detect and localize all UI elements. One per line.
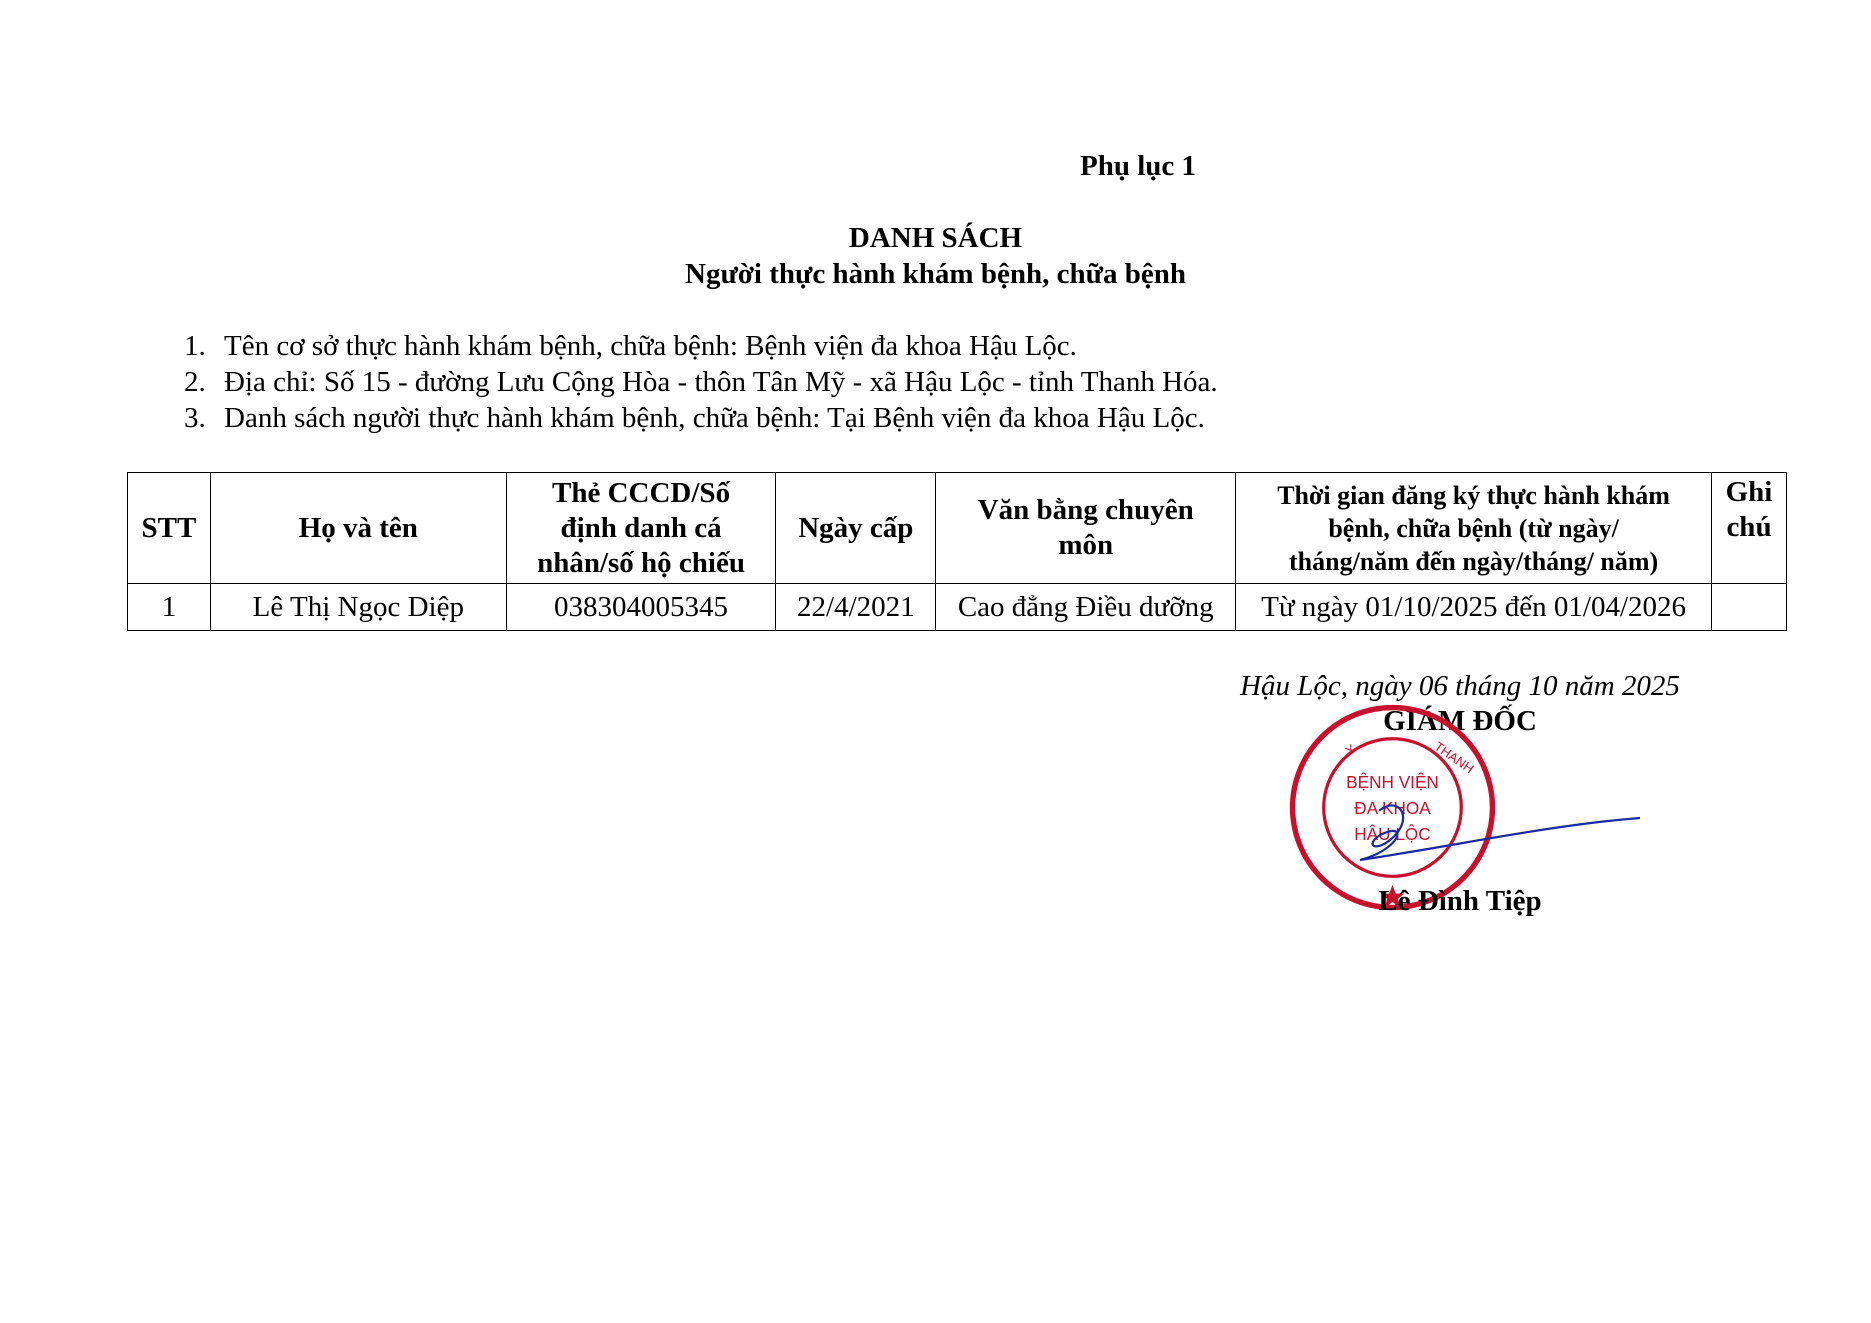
- header-id: [506, 473, 776, 584]
- table-row: [128, 584, 1787, 631]
- stamp-line: BỆNH VIỆN: [1346, 772, 1439, 793]
- stamp-line: ĐA KHOA: [1354, 797, 1431, 818]
- header-note-line: chú: [1726, 511, 1772, 543]
- header-degree-line: môn: [1058, 529, 1114, 561]
- document-subtitle: Người thực hành khám bệnh, chữa bệnh: [685, 258, 1186, 290]
- director-title: GIÁM ĐỐC: [1383, 705, 1537, 737]
- cell-id: 038304005345: [506, 584, 776, 631]
- header-note-line: Ghi: [1725, 476, 1773, 508]
- signer-name: Lê Đình Tiệp: [1378, 885, 1542, 917]
- header-id-line: định danh cá: [560, 511, 722, 544]
- cell-degree: Cao đẳng Điều dưỡng: [936, 584, 1236, 631]
- info-item-facility: [184, 330, 1077, 363]
- handwritten-signature: [1320, 790, 1640, 870]
- header-id-line: Thẻ CCCD/Số: [552, 476, 731, 509]
- header-period-line: Thời gian đăng ký thực hành khám: [1277, 480, 1670, 510]
- header-issue-date: Ngày cấp: [776, 473, 936, 584]
- info-text: Danh sách người thực hành khám bệnh, chữa bệnh: Tại Bệnh viện đa khoa Hậu Lộc.: [224, 402, 1205, 434]
- table-header-row: [128, 473, 1787, 584]
- signature-date: Hậu Lộc, ngày 06 tháng 10 năm 2025: [1240, 670, 1680, 702]
- header-period-line: tháng/năm đến ngày/tháng/ năm): [1289, 546, 1659, 576]
- info-text: Tên cơ sở thực hành khám bệnh, chữa bệnh: Bệnh viện đa khoa Hậu Lộc.: [224, 330, 1077, 362]
- cell-period: Từ ngày 01/10/2025 đến 01/04/2026: [1236, 584, 1712, 631]
- header-name: Họ và tên: [210, 473, 506, 584]
- stamp-ring-text: Y: [1342, 741, 1359, 759]
- cell-stt: 1: [128, 584, 211, 631]
- header-note: [1712, 473, 1787, 584]
- info-number: 2.: [184, 366, 206, 398]
- cell-issue-date: 22/4/2021: [776, 584, 936, 631]
- appendix-label: Phụ lục 1: [1080, 150, 1197, 182]
- stamp-line: HẬU LỘC: [1354, 823, 1431, 844]
- signature-stroke: [1360, 805, 1640, 860]
- header-id-line: nhân/số hộ chiếu: [537, 546, 745, 579]
- header-stt: STT: [128, 473, 211, 584]
- header-period: [1236, 473, 1712, 584]
- document-title: DANH SÁCH: [848, 222, 1023, 254]
- header-period-line: bệnh, chữa bệnh (từ ngày/: [1328, 513, 1619, 543]
- info-text: Địa chỉ: Số 15 - đường Lưu Cộng Hòa - thôn Tân Mỹ - xã Hậu Lộc - tỉnh Thanh Hóa.: [224, 366, 1218, 398]
- info-number: 1.: [184, 330, 206, 362]
- stamp-ring-text: THANH: [1431, 738, 1477, 777]
- info-item-list: [184, 402, 1205, 435]
- practitioner-table: [127, 472, 1787, 631]
- info-item-address: [184, 366, 1218, 399]
- header-degree-line: Văn bằng chuyên: [977, 494, 1194, 526]
- header-degree: [936, 473, 1236, 584]
- info-number: 3.: [184, 402, 206, 434]
- cell-note: [1712, 584, 1787, 631]
- cell-name: Lê Thị Ngọc Diệp: [210, 584, 506, 631]
